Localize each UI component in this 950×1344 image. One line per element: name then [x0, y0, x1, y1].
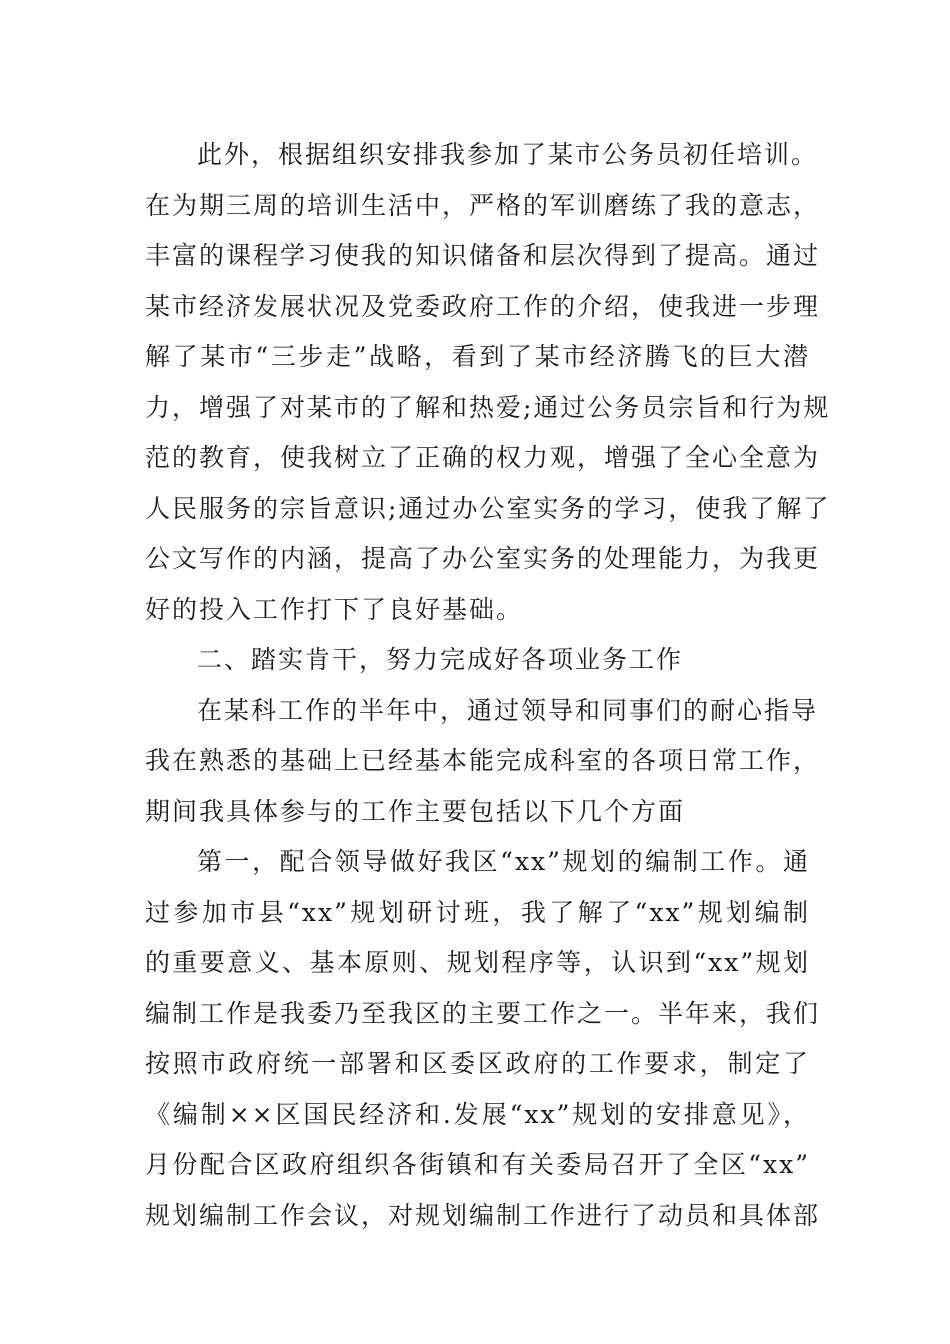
text-line: 过参加市县“xx”规划研讨班，我了解了“xx”规划编制 [145, 897, 810, 927]
text-line: 在为期三周的培训生活中，严格的军训磨练了我的意志， [145, 190, 821, 220]
text-line: 我在熟悉的基础上已经基本能完成科室的各项日常工作， [145, 746, 821, 775]
text-line: 人民服务的宗旨意识;通过办公室实务的学习，使我了解了 [145, 493, 831, 523]
text-line: 编制工作是我委乃至我区的主要工作之一。半年来，我们 [145, 998, 821, 1028]
text-line: 解了某市“三步走”战略，看到了某市经济腾飞的巨大潜 [145, 342, 810, 371]
text-line: 第一，配合领导做好我区“xx”规划的编制工作。通 [197, 847, 810, 876]
text-line: 好的投入工作打下了良好基础。 [145, 594, 524, 624]
text-line: 二、踏实肯干，努力完成好各项业务工作 [197, 645, 684, 674]
text-line: 范的教育，使我树立了正确的权力观，增强了全心全意为 [145, 443, 821, 472]
text-line: 某市经济发展状况及党委政府工作的介绍，使我进一步理 [145, 291, 821, 321]
text-line: 月份配合区政府组织各街镇和有关委局召开了全区“xx” [145, 1150, 810, 1179]
body-text [145, 130, 831, 1241]
text-line: 按照市政府统一部署和区委区政府的工作要求，制定了 [145, 1049, 810, 1078]
text-line: 公文写作的内涵，提高了办公室实务的处理能力，为我更 [145, 544, 821, 573]
text-line: 《编制××区国民经济和.发展“xx”规划的安排意见》， [145, 1099, 810, 1129]
text-line: 此外，根据组织安排我参加了某市公务员初任培训。 [197, 140, 819, 169]
text-line: 规划编制工作会议，对规划编制工作进行了动员和具体部 [145, 1200, 821, 1230]
text-line: 的重要意义、基本原则、规划程序等，认识到“xx”规划 [145, 948, 810, 977]
text-line: 期间我具体参与的工作主要包括以下几个方面 [145, 796, 686, 826]
text-line: 在某科工作的半年中，通过领导和同事们的耐心指导 [197, 695, 819, 725]
text-line: 力，增强了对某市的了解和热爱;通过公务员宗旨和行为规 [145, 392, 831, 422]
text-line: 丰富的课程学习使我的知识储备和层次得到了提高。通过 [145, 241, 821, 270]
